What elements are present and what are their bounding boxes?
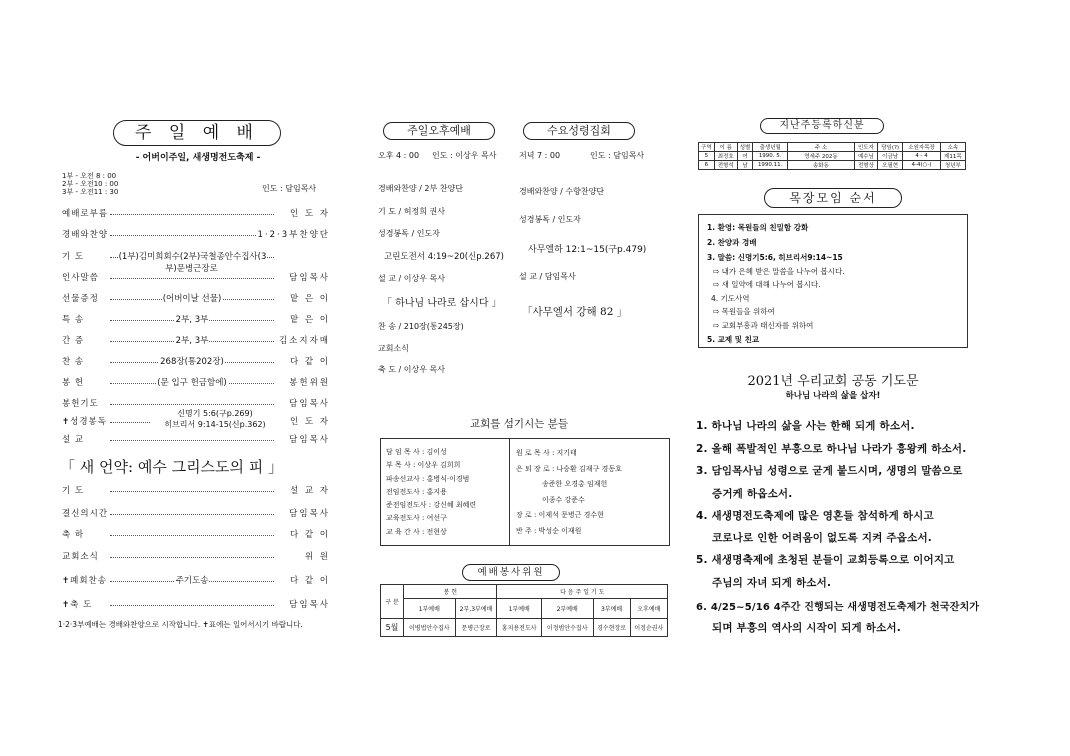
row-person: 다 같 이 [289, 357, 330, 367]
afternoon-worship-title: 주일오후예배 [383, 122, 495, 140]
worship-order-row [62, 313, 330, 325]
worship-order-row [62, 528, 330, 540]
leader-dots [110, 214, 274, 215]
row-label: ✝축 도 [62, 600, 93, 610]
prayer-subtitle: 하나님 나라의 삶을 삽자! [785, 391, 881, 401]
prayer-line: 6. 4/25~5/16 4주간 진행되는 새생명전도축제가 천국잔치가 [696, 602, 980, 613]
cell-meeting-item: ⇨ 교회부흥과 태신자를 위하여 [713, 321, 814, 330]
worship-order-row [62, 433, 330, 445]
newcomer-cell: 제11목 [940, 152, 965, 161]
row-person: 1·2·3부찬양단 [257, 230, 330, 240]
offering-group-header: 봉 헌 [404, 585, 497, 599]
newcomer-cell: 4-4(○-) [903, 161, 940, 170]
committee-header: 2부예배 [541, 599, 593, 619]
row-detail-text: (1부)김미희회수(2부)국철종안수집사(3부)문병근장로 [118, 252, 267, 274]
next-prayer-group-header: 다 음 주 일 기 도 [497, 585, 668, 599]
worship-order-row [62, 598, 330, 610]
newcomer-header: 이 름 [714, 143, 737, 152]
committee-value: 홍지용전도사 [497, 619, 541, 637]
wednesday-sermon-title: 「사무엘서 강해 82 」 [522, 306, 628, 318]
committee-header: 1부예배 [404, 599, 456, 619]
row-person: 담임목사 [289, 399, 330, 409]
row-detail [114, 355, 270, 367]
row-person: 인 도 자 [289, 417, 330, 427]
server-entry: 파송선교사 : 홍병식·이경범 [386, 474, 470, 483]
committee-value: 경수현장로 [593, 619, 630, 637]
month-cell: 5월 [381, 619, 404, 637]
row-detail-text: 2부, 3부 [175, 315, 209, 325]
footnote: 1·2·3부예배는 경배와찬양으로 시작합니다. ✝표에는 일어서시기 바랍니다. [58, 620, 303, 629]
committee-value: 문병근장로 [455, 619, 497, 637]
newcomer-cell: 이금남 [877, 152, 903, 161]
row-label: ✝폐회찬송 [62, 576, 107, 586]
newcomer-cell: 송화동 [787, 161, 854, 170]
committee-value: 이병법안수집사 [404, 619, 456, 637]
servers-left-list [386, 446, 476, 539]
afternoon-item: 고린도전서 4:19~20(신p.267) [384, 252, 504, 262]
afternoon-item: 성경봉독 / 인도자 [378, 229, 440, 238]
server-entry: 송준한 오경총 임재헌 [542, 480, 608, 488]
newcomer-header: 구역 [699, 143, 715, 152]
prayer-line: 1. 하나님 나라의 삶을 사는 한해 되게 하소서. [696, 420, 915, 432]
row-detail [114, 574, 270, 586]
worship-committee-table [380, 584, 668, 637]
wednesday-leader: 인도 : 담임목사 [590, 151, 645, 160]
prayer-line: 코로나로 인한 어려움이 없도록 지켜 주옵소서. [712, 532, 932, 544]
committee-value: 이정범안수집사 [541, 619, 593, 637]
leader-dots [110, 557, 274, 558]
committee-header: 3부예배 [593, 599, 630, 619]
row-label: 설 교 [62, 435, 85, 445]
row-detail-text: (어버이날 선물) [162, 294, 222, 304]
row-detail-text: 2부, 3부 [175, 336, 209, 346]
sermon-title: 「 새 언약: 예수 그리스도의 피 」 [60, 458, 284, 476]
afternoon-item: 축 도 / 이상우 목사 [378, 365, 445, 374]
afternoon-item: 찬 송 / 210장(통245장) [378, 322, 464, 331]
cell-meeting-item: ⇨ 새 일약에 대해 나누어 봅시다. [713, 280, 821, 289]
cell-meeting-item: 2. 찬양과 경배 [707, 238, 757, 247]
servers-divider [509, 439, 510, 545]
server-entry: 장 로 : 이제석 문병근 경수현 [516, 511, 604, 519]
row-detail-text: 268장(통202장) [160, 357, 224, 367]
committee-header: 1부예배 [497, 599, 541, 619]
leader-dots [110, 235, 274, 236]
row-person: 위 원 [304, 552, 330, 562]
prayer-line: 증거케 하옵소서. [712, 488, 793, 500]
row-person: 다 같 이 [289, 530, 330, 540]
servers-title: 교회를 섬기시는 분들 [470, 418, 568, 430]
col-label: 구 분 [381, 585, 404, 619]
cell-meeting-item: 1. 환영: 목원들의 친밀함 강화 [707, 223, 809, 232]
newcomer-cell: 4 - 4 [903, 152, 940, 161]
newcomer-header: 주 소 [787, 143, 854, 152]
leader-dots [110, 440, 274, 441]
row-person: 맡 은 이 [289, 315, 330, 325]
row-label: 경배와찬양 [62, 230, 109, 240]
server-entry: 준전임전도사 : 강신혜 최혜련 [386, 501, 477, 510]
scripture-reference [150, 408, 280, 430]
row-person: 인 도 자 [289, 209, 330, 219]
scripture-line-1: 신명기 5:6(구p.269) [177, 409, 253, 418]
committee-value: 이정순권사 [630, 619, 667, 637]
newcomer-cell: 예수님 [854, 152, 877, 161]
newcomer-cell: 5 [699, 152, 715, 161]
row-person: 다 같 이 [289, 576, 330, 586]
row-label: 찬 송 [62, 357, 85, 367]
row-person: 설 교 자 [289, 486, 330, 496]
newcomer-cell: 1990. 5. [753, 152, 788, 161]
service-time-3: 3부 - 오전11 : 30 [62, 188, 119, 196]
prayer-line: 4. 새생명전도축제에 많은 영혼들 참석하게 하시고 [696, 510, 934, 522]
newcomer-cell: 여 [737, 152, 753, 161]
newcomer-header: 소속 [940, 143, 965, 152]
newcomer-cell: 최정호 [714, 152, 737, 161]
worship-order-row [62, 507, 330, 519]
newcomer-cell: 청년부 [940, 161, 965, 170]
row-label: 축 하 [62, 530, 85, 540]
service-times [62, 172, 118, 196]
committee-header: 오후예배 [630, 599, 667, 619]
wednesday-item: 설 교 / 담임목사 [519, 272, 576, 281]
committee-header: 2부,3부예배 [455, 599, 497, 619]
afternoon-item: 경배와찬양 / 2부 찬양단 [378, 184, 463, 193]
row-person: 담임목사 [289, 435, 330, 445]
row-label: 특 송 [62, 315, 85, 325]
cell-meeting-item: ⇨ 내가 은혜 받은 말씀을 나누어 봅시다. [713, 267, 845, 276]
server-entry: 부 목 사 : 이상우 김희희 [386, 461, 461, 470]
worship-order-row [62, 334, 330, 346]
leader-dots [110, 514, 274, 515]
row-label: 간 증 [62, 336, 85, 346]
worship-order-row [62, 376, 330, 388]
row-label: 기 도 [62, 486, 85, 496]
prayer-line: 주님의 자녀 되게 하소서. [712, 577, 832, 589]
service-time-2: 2부 - 오전10 : 00 [62, 180, 119, 188]
worship-order-row [62, 550, 330, 562]
row-detail [114, 334, 270, 346]
afternoon-time: 오후 4 : 00 [378, 151, 420, 160]
row-label: 결신의시간 [62, 509, 109, 519]
server-entry: 원 로 목 사 : 지기태 [516, 449, 577, 457]
worship-subtitle: - 어버이주일, 새생명전도축제 - [135, 153, 261, 163]
row-person: 맡 은 이 [289, 294, 330, 304]
row-label: 교회소식 [62, 552, 99, 562]
leader-dots [110, 535, 274, 536]
prayer-line: 되며 부흥의 역사의 시작이 되게 하소서. [712, 622, 901, 634]
leader-dots [110, 491, 274, 492]
sunday-worship-title: 주 일 예 배 [113, 120, 281, 146]
worship-committee-title: 예배봉사위원 [462, 564, 560, 581]
wednesday-item: 경배와찬양 / 수향찬양단 [519, 187, 605, 196]
row-label: 인사말씀 [62, 273, 99, 283]
row-person: 담임목사 [289, 273, 330, 283]
row-person: 담임목사 [289, 600, 330, 610]
cell-meeting-title: 목장모임 순서 [764, 188, 902, 208]
worship-order-row [62, 271, 330, 283]
wednesday-time: 저녁 7 : 00 [519, 151, 561, 160]
newcomers-table [698, 142, 966, 170]
newcomer-cell: 1990.11. [753, 161, 788, 170]
worship-order-row [62, 484, 330, 496]
row-detail [114, 292, 270, 304]
row-label: 기 도 [62, 252, 85, 262]
leader-dots [110, 605, 274, 606]
row-person: 김소지자매 [278, 336, 330, 346]
worship-order-row [62, 228, 330, 240]
server-entry: 전임전도사 : 홍지용 [386, 487, 447, 496]
leader-dots [110, 404, 274, 405]
row-label: ✝성경봉독 [62, 417, 107, 427]
row-label: 봉헌기도 [62, 399, 99, 409]
prayer-line: 3. 담임목사님 성령으로 굳게 붙드시며, 생명의 말씀으로 [696, 465, 963, 477]
afternoon-sermon-title: 「 하나님 나라로 삽시다 」 [382, 298, 502, 309]
newcomer-cell: 영세주 202동 [787, 152, 854, 161]
prayer-line: 5. 새생명축제에 초청된 분들이 교회등록으로 이어지고 [696, 554, 955, 566]
row-label: 선물증정 [62, 294, 99, 304]
row-label: 봉 헌 [62, 378, 85, 388]
worship-order-row [62, 292, 330, 304]
row-detail-text: (문 입구 헌금함에) [157, 378, 227, 388]
wednesday-item: 사무엘하 12:1~15(구p.479) [528, 245, 647, 255]
servers-box [380, 438, 670, 546]
scripture-line-2: 히브리서 9:14-15(신p.362) [164, 420, 266, 429]
newcomers-title: 지난주등록하신분 [760, 118, 884, 134]
newcomer-header: 담임(?) [877, 143, 903, 152]
service-time-1: 1부 - 오전 8 : 00 [62, 172, 117, 180]
server-entry: 교육전도사 : 여선구 [386, 514, 447, 523]
server-entry: 반 주 : 박성순 이재원 [516, 526, 582, 535]
cell-meeting-box [698, 214, 968, 348]
worship-order-row [62, 574, 330, 586]
newcomer-header: 인도자 [854, 143, 877, 152]
newcomer-header: 출생년월 [753, 143, 788, 152]
servers-right-list [516, 446, 666, 539]
row-detail [114, 376, 270, 388]
row-person: 담임목사 [289, 509, 330, 519]
cell-meeting-item: 3. 말씀: 신명기5:6, 히브리서9:14~15 [707, 253, 843, 262]
server-entry: 교 육 간 사 : 전현상 [386, 527, 447, 536]
server-entry: 이종수 강준수 [542, 495, 585, 504]
afternoon-item: 설 교 / 이상우 목사 [378, 274, 445, 283]
worship-order-row [62, 355, 330, 367]
row-detail [114, 313, 270, 325]
afternoon-item: 교회소식 [378, 344, 409, 353]
row-detail-text: 주기도송 [175, 576, 209, 586]
server-entry: 담 임 목 사 : 김이성 [386, 448, 447, 456]
wednesday-item: 성경봉독 / 인도자 [519, 215, 581, 224]
afternoon-leader: 인도 : 이상우 목사 [432, 151, 497, 160]
server-entry: 은 퇴 장 로 : 나승환 김재구 경동호 [516, 464, 622, 473]
worship-order-row [62, 207, 330, 219]
prayer-line: 2. 올해 폭발적인 부흥으로 하나님 나라가 흥왕케 하소서. [696, 443, 967, 455]
afternoon-item: 기 도 / 허정희 권사 [378, 207, 445, 216]
leader-dots [110, 278, 274, 279]
newcomer-cell: 전형석 [714, 161, 737, 170]
newcomer-cell: 오필현 [877, 161, 903, 170]
cell-meeting-item: 4. 기도사역 [711, 294, 750, 303]
newcomer-header: 성별 [737, 143, 753, 152]
newcomer-cell: 전형상 [854, 161, 877, 170]
prayer-title: 2021년 우리교회 공동 기도문 [747, 374, 919, 389]
wednesday-meeting-title: 수요성령집회 [523, 122, 635, 140]
cell-meeting-item: ⇨ 목원들을 위하여 [713, 307, 775, 316]
worship-order-row [62, 250, 330, 274]
row-label: 예배로부름 [62, 209, 109, 219]
newcomer-cell: 6 [699, 161, 715, 170]
row-person: 봉헌위원 [289, 378, 330, 388]
newcomer-cell: 남 [737, 161, 753, 170]
worship-leader: 인도 : 담임목사 [262, 184, 317, 193]
newcomer-header: 소원자목장 [903, 143, 940, 152]
cell-meeting-item: 5. 교제 및 친교 [707, 335, 760, 344]
